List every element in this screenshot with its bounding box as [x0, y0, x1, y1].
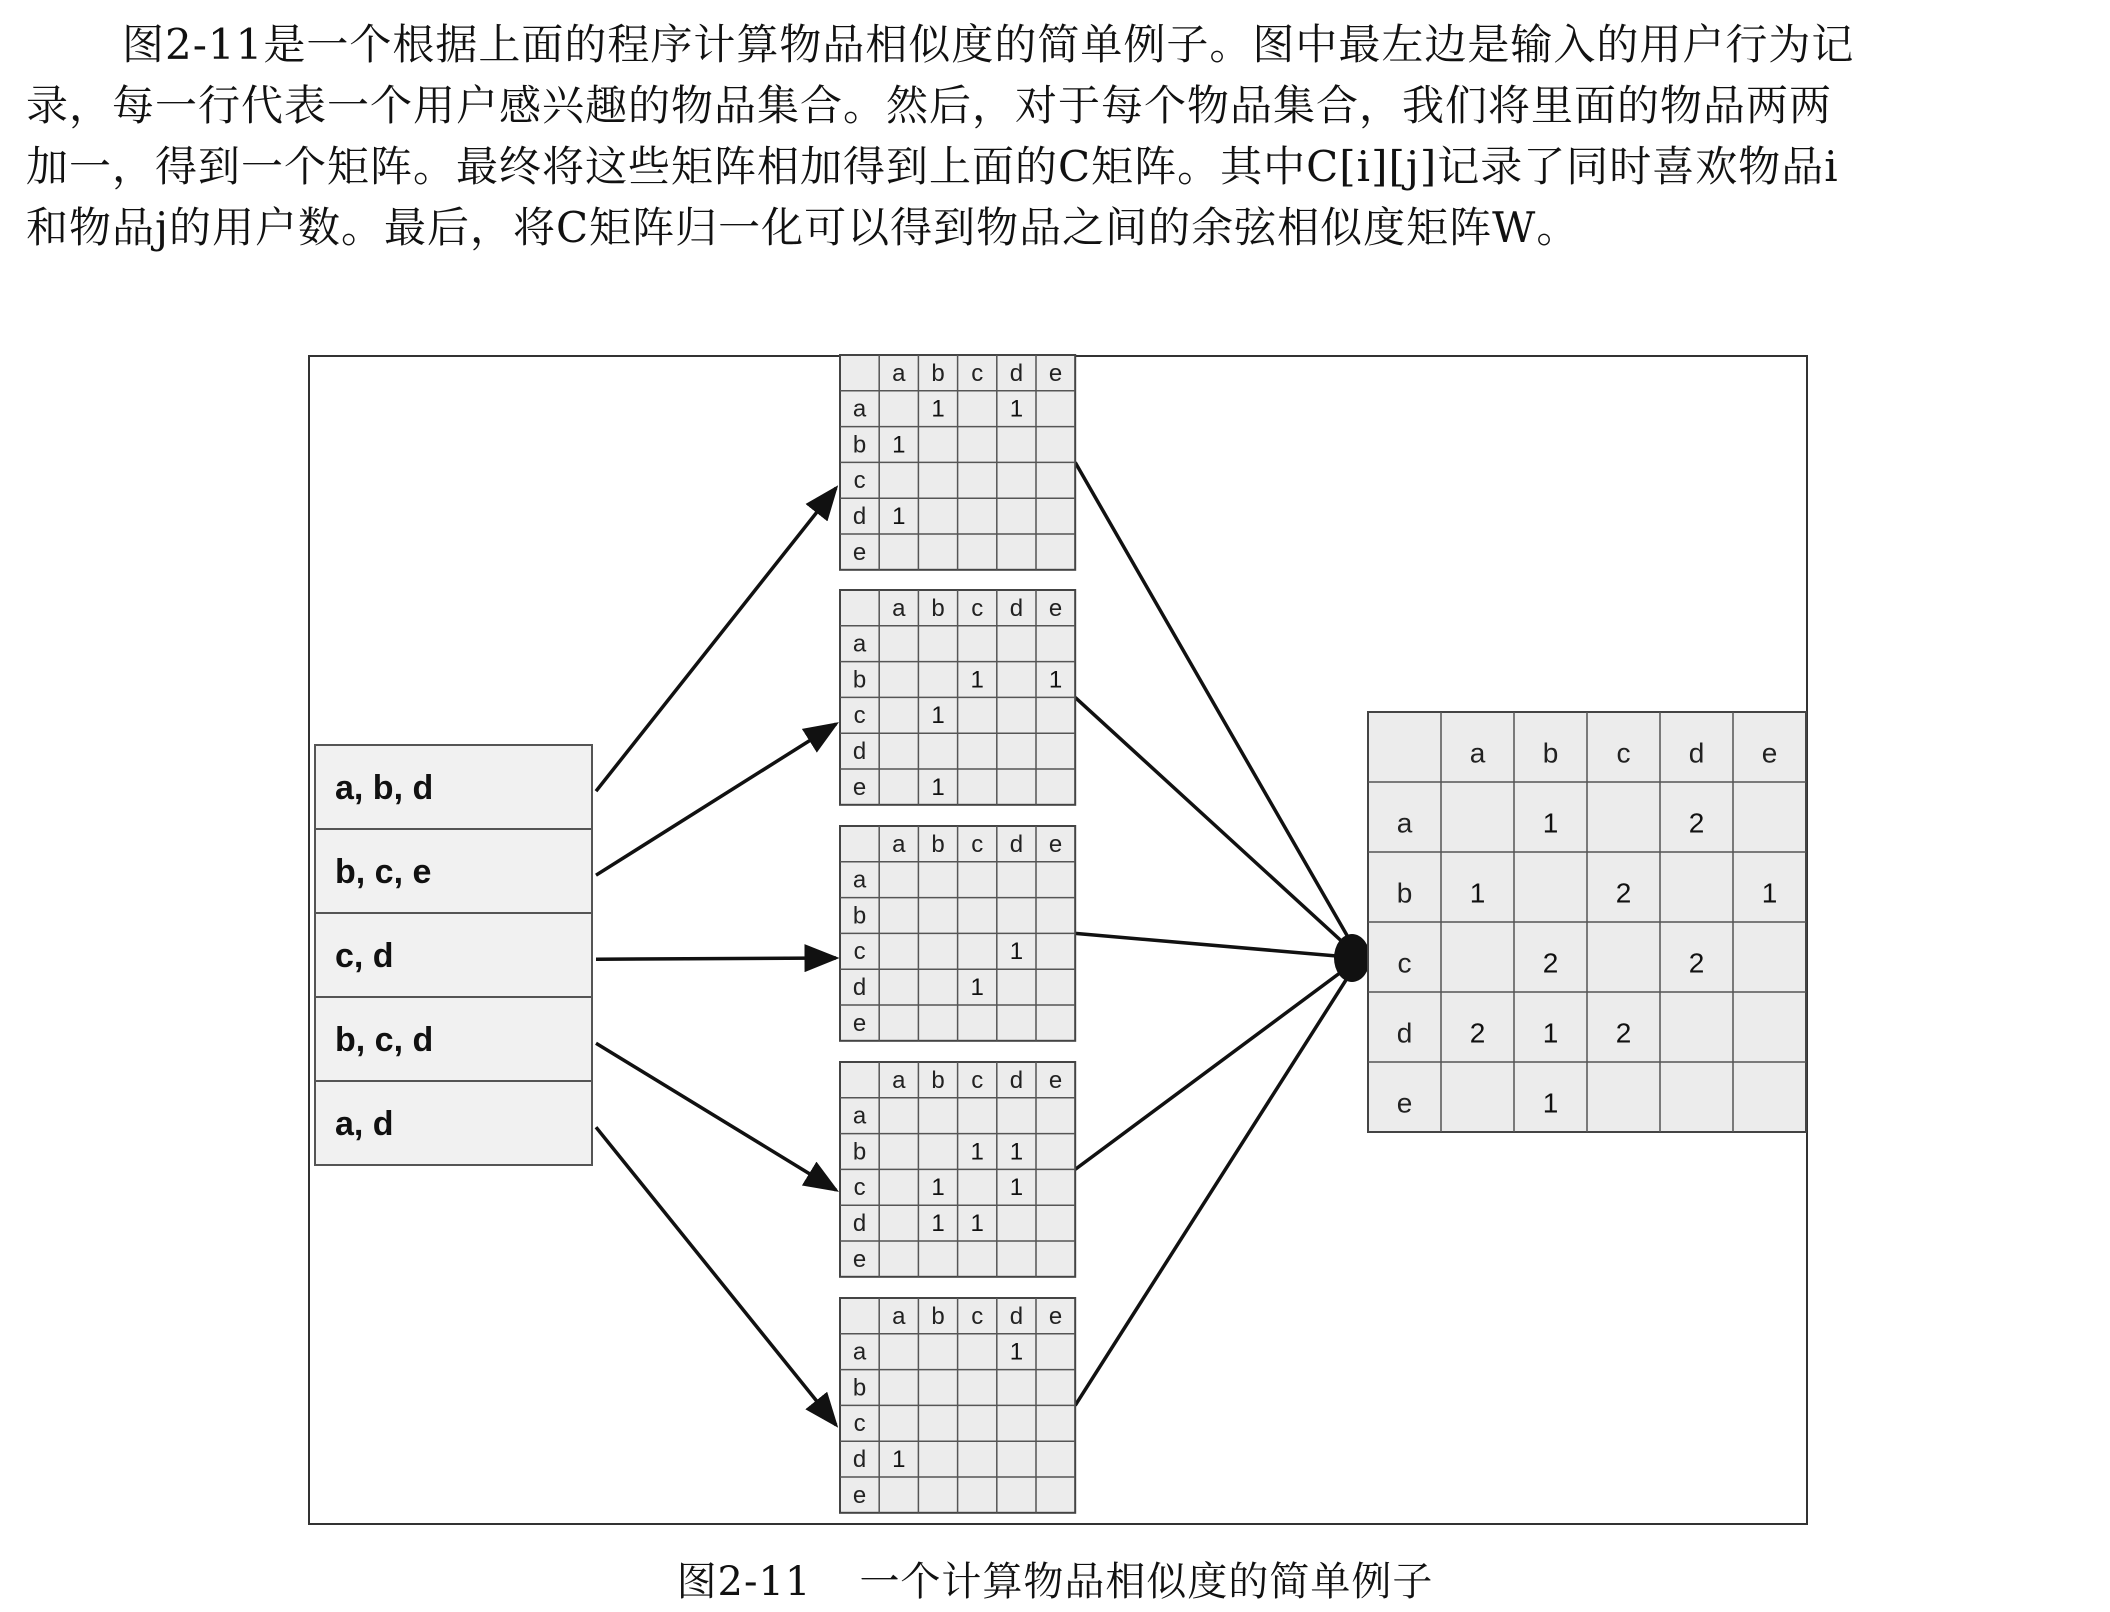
arrow-user-to-matrix	[596, 1043, 836, 1190]
row-header: a	[852, 630, 867, 658]
column-header: c	[971, 594, 984, 622]
matrix-cell-value: 1	[970, 1138, 984, 1166]
column-header: c	[971, 830, 984, 858]
column-header: e	[1761, 737, 1778, 769]
row-header: e	[852, 1245, 867, 1273]
user-row	[315, 829, 592, 913]
matrix-cell-value: 1	[1009, 1338, 1024, 1366]
matrix-cell-value: 2	[1688, 947, 1705, 979]
row-header: c	[853, 702, 866, 730]
user-row	[315, 913, 592, 997]
column-header: c	[971, 359, 984, 387]
matrix-cell-value: 1	[1048, 666, 1063, 694]
row-header: c	[1397, 947, 1412, 979]
column-header: e	[1048, 594, 1063, 622]
user-matrix	[840, 1298, 1075, 1513]
paragraph-line: 加一，得到一个矩阵。最终将这些矩阵相加得到上面的C矩阵。其中C[i][j]记录了同时喜欢物品i	[26, 142, 1839, 191]
user-matrix	[840, 1062, 1075, 1277]
row-header: d	[852, 1209, 867, 1237]
column-header: b	[931, 1302, 945, 1330]
arrow-matrix-to-result	[1075, 958, 1360, 1405]
arrow-user-to-matrix	[596, 958, 836, 959]
column-header: a	[892, 830, 906, 858]
matrix-cell-value: 1	[970, 973, 984, 1001]
matrix-cell-value: 1	[931, 773, 945, 801]
matrix-cell-value: 2	[1688, 807, 1705, 839]
row-header: e	[852, 773, 867, 801]
matrix-cell-value: 1	[1009, 1174, 1024, 1202]
arrow-user-to-matrix	[596, 1127, 836, 1425]
user-matrix	[840, 590, 1075, 805]
column-header: b	[931, 359, 945, 387]
column-header: a	[892, 1066, 906, 1094]
matrix-cell-value: 1	[931, 1174, 945, 1202]
column-header: d	[1009, 830, 1024, 858]
user-row-label: b, c, d	[335, 1021, 434, 1059]
result-matrix	[1368, 712, 1806, 1132]
merge-point-dot	[1334, 934, 1370, 982]
matrix-cell-value: 1	[970, 1209, 984, 1237]
row-header: d	[852, 502, 867, 530]
paragraph-line: 和物品j的用户数。最后，将C矩阵归一化可以得到物品之间的余弦相似度矩阵W。	[26, 203, 1580, 252]
user-row	[315, 745, 592, 829]
row-header: d	[1396, 1017, 1413, 1049]
row-header: b	[852, 666, 867, 694]
column-header: a	[1469, 737, 1486, 769]
matrix-cell-value: 1	[1542, 1017, 1559, 1049]
row-header: c	[853, 1410, 866, 1438]
row-header: b	[852, 431, 867, 459]
row-header: a	[852, 395, 867, 423]
column-header: d	[1009, 1302, 1024, 1330]
matrix-cell-value: 1	[1009, 395, 1024, 423]
row-header: b	[852, 1374, 867, 1402]
user-matrices	[840, 355, 1075, 1513]
user-row-label: b, c, e	[335, 853, 432, 891]
user-matrix	[840, 355, 1075, 570]
user-row-label: a, b, d	[335, 769, 434, 807]
column-header: e	[1048, 359, 1063, 387]
column-header: b	[931, 830, 945, 858]
matrix-cell-value: 1	[1469, 877, 1486, 909]
row-header: a	[852, 1102, 867, 1130]
matrix-cell-value: 1	[1009, 1138, 1024, 1166]
column-header: b	[931, 594, 945, 622]
row-header: d	[852, 737, 867, 765]
user-row	[315, 997, 592, 1081]
arrow-matrix-to-result	[1075, 697, 1360, 958]
matrix-cell-value: 2	[1469, 1017, 1486, 1049]
column-header: d	[1009, 594, 1024, 622]
user-input-list	[315, 745, 592, 1165]
user-matrix	[840, 826, 1075, 1041]
row-header: b	[852, 902, 867, 930]
arrow-matrix-to-result	[1075, 933, 1360, 958]
row-header: a	[852, 1338, 867, 1366]
column-header: d	[1009, 1066, 1024, 1094]
arrow-matrix-to-result	[1075, 958, 1360, 1169]
row-header: a	[852, 866, 867, 894]
row-header: e	[852, 538, 867, 566]
matrix-cell-value: 1	[1009, 938, 1024, 966]
column-header: c	[971, 1302, 984, 1330]
column-header: e	[1048, 1302, 1063, 1330]
matrix-cell-value: 1	[892, 431, 906, 459]
figure-caption	[0, 1550, 2110, 1607]
matrix-cell-value: 2	[1542, 947, 1559, 979]
column-header: d	[1009, 359, 1024, 387]
column-header: e	[1048, 1066, 1063, 1094]
matrix-cell-value: 1	[1761, 877, 1778, 909]
column-header: b	[1542, 737, 1559, 769]
paragraph-line: 图2-11是一个根据上面的程序计算物品相似度的简单例子。图中最左边是输入的用户行为记	[122, 20, 1855, 69]
matrix-cell-value: 1	[931, 1209, 945, 1237]
caption-number: 图2-11	[676, 1559, 812, 1605]
paragraph-line: 录，每一行代表一个用户感兴趣的物品集合。然后，对于每个物品集合，我们将里面的物品两两	[26, 81, 1833, 130]
matrix-cell-value: 1	[892, 1445, 906, 1473]
column-header: e	[1048, 830, 1063, 858]
user-row-label: c, d	[335, 937, 394, 975]
row-header: a	[1396, 807, 1413, 839]
result-matrix-table	[1368, 712, 1806, 1132]
column-header: c	[971, 1066, 984, 1094]
matrix-cell-value: 2	[1615, 1017, 1632, 1049]
matrix-cell-value: 1	[970, 666, 984, 694]
user-row-label: a, d	[335, 1105, 394, 1143]
row-header: e	[1396, 1087, 1413, 1119]
column-header: b	[931, 1066, 945, 1094]
column-header: a	[892, 359, 906, 387]
column-header: d	[1688, 737, 1705, 769]
matrix-cell-value: 1	[1542, 1087, 1559, 1119]
caption-title: 一个计算物品相似度的简单例子	[859, 1559, 1434, 1605]
row-header: c	[853, 467, 866, 495]
column-header: a	[892, 1302, 906, 1330]
matrix-cell-value: 1	[1542, 807, 1559, 839]
matrix-cell-value: 1	[931, 702, 945, 730]
row-header: c	[853, 938, 866, 966]
row-header: d	[852, 1445, 867, 1473]
matrix-cell-value: 1	[931, 395, 945, 423]
row-header: b	[1396, 877, 1413, 909]
row-header: e	[852, 1481, 867, 1509]
row-header: c	[853, 1174, 866, 1202]
row-header: b	[852, 1138, 867, 1166]
matrix-cell-value: 2	[1615, 877, 1632, 909]
user-row	[315, 1081, 592, 1165]
column-header: c	[1616, 737, 1631, 769]
row-header: e	[852, 1009, 867, 1037]
matrix-cell-value: 1	[892, 502, 906, 530]
row-header: d	[852, 973, 867, 1001]
arrow-matrix-to-result	[1075, 462, 1360, 958]
column-header: a	[892, 594, 906, 622]
